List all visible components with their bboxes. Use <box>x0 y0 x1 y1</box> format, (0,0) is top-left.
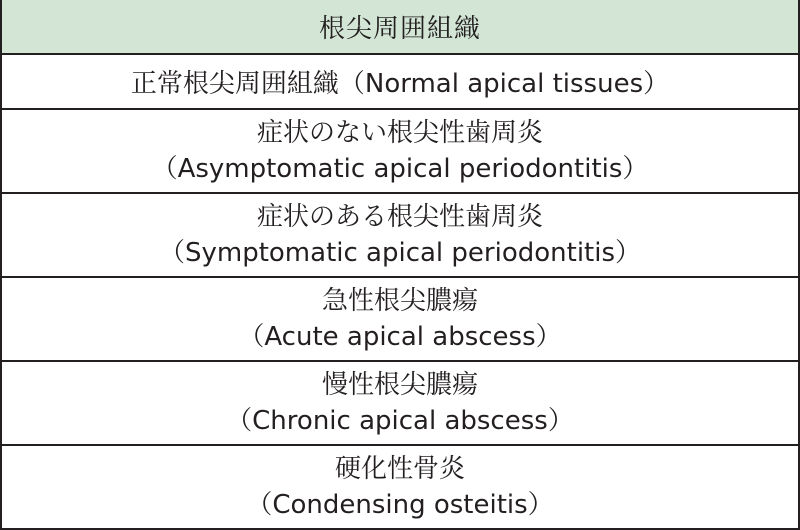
row-label-en: （Asymptomatic apical periodontitis） <box>151 154 649 184</box>
row-label-en: （Acute apical abscess） <box>238 322 562 352</box>
row-label-ja: 急性根尖膿瘍 <box>321 286 478 316</box>
table-row-symptomatic <box>2 192 798 276</box>
table-row-asymptomatic <box>2 108 798 192</box>
row-label-en: （Condensing osteitis） <box>246 490 554 520</box>
table-row-condensing-osteitis <box>2 444 798 528</box>
table-header <box>2 0 798 53</box>
row-label-ja: 症状のある根尖性歯周炎 <box>256 202 543 232</box>
row-label-ja: 症状のない根尖性歯周炎 <box>256 118 543 148</box>
table-row-acute-abscess <box>2 276 798 360</box>
row-label-ja: 慢性根尖膿瘍 <box>321 370 478 400</box>
row-label: 正常根尖周囲組織（Normal apical tissues） <box>130 69 670 99</box>
table-row-chronic-abscess <box>2 360 798 444</box>
row-label-ja: 硬化性骨炎 <box>334 454 465 484</box>
header-title: 根尖周囲組織 <box>318 14 481 44</box>
table-row-normal <box>2 53 798 108</box>
row-label-en: （Symptomatic apical periodontitis） <box>158 238 642 268</box>
row-label-en: （Chronic apical abscess） <box>226 406 574 436</box>
